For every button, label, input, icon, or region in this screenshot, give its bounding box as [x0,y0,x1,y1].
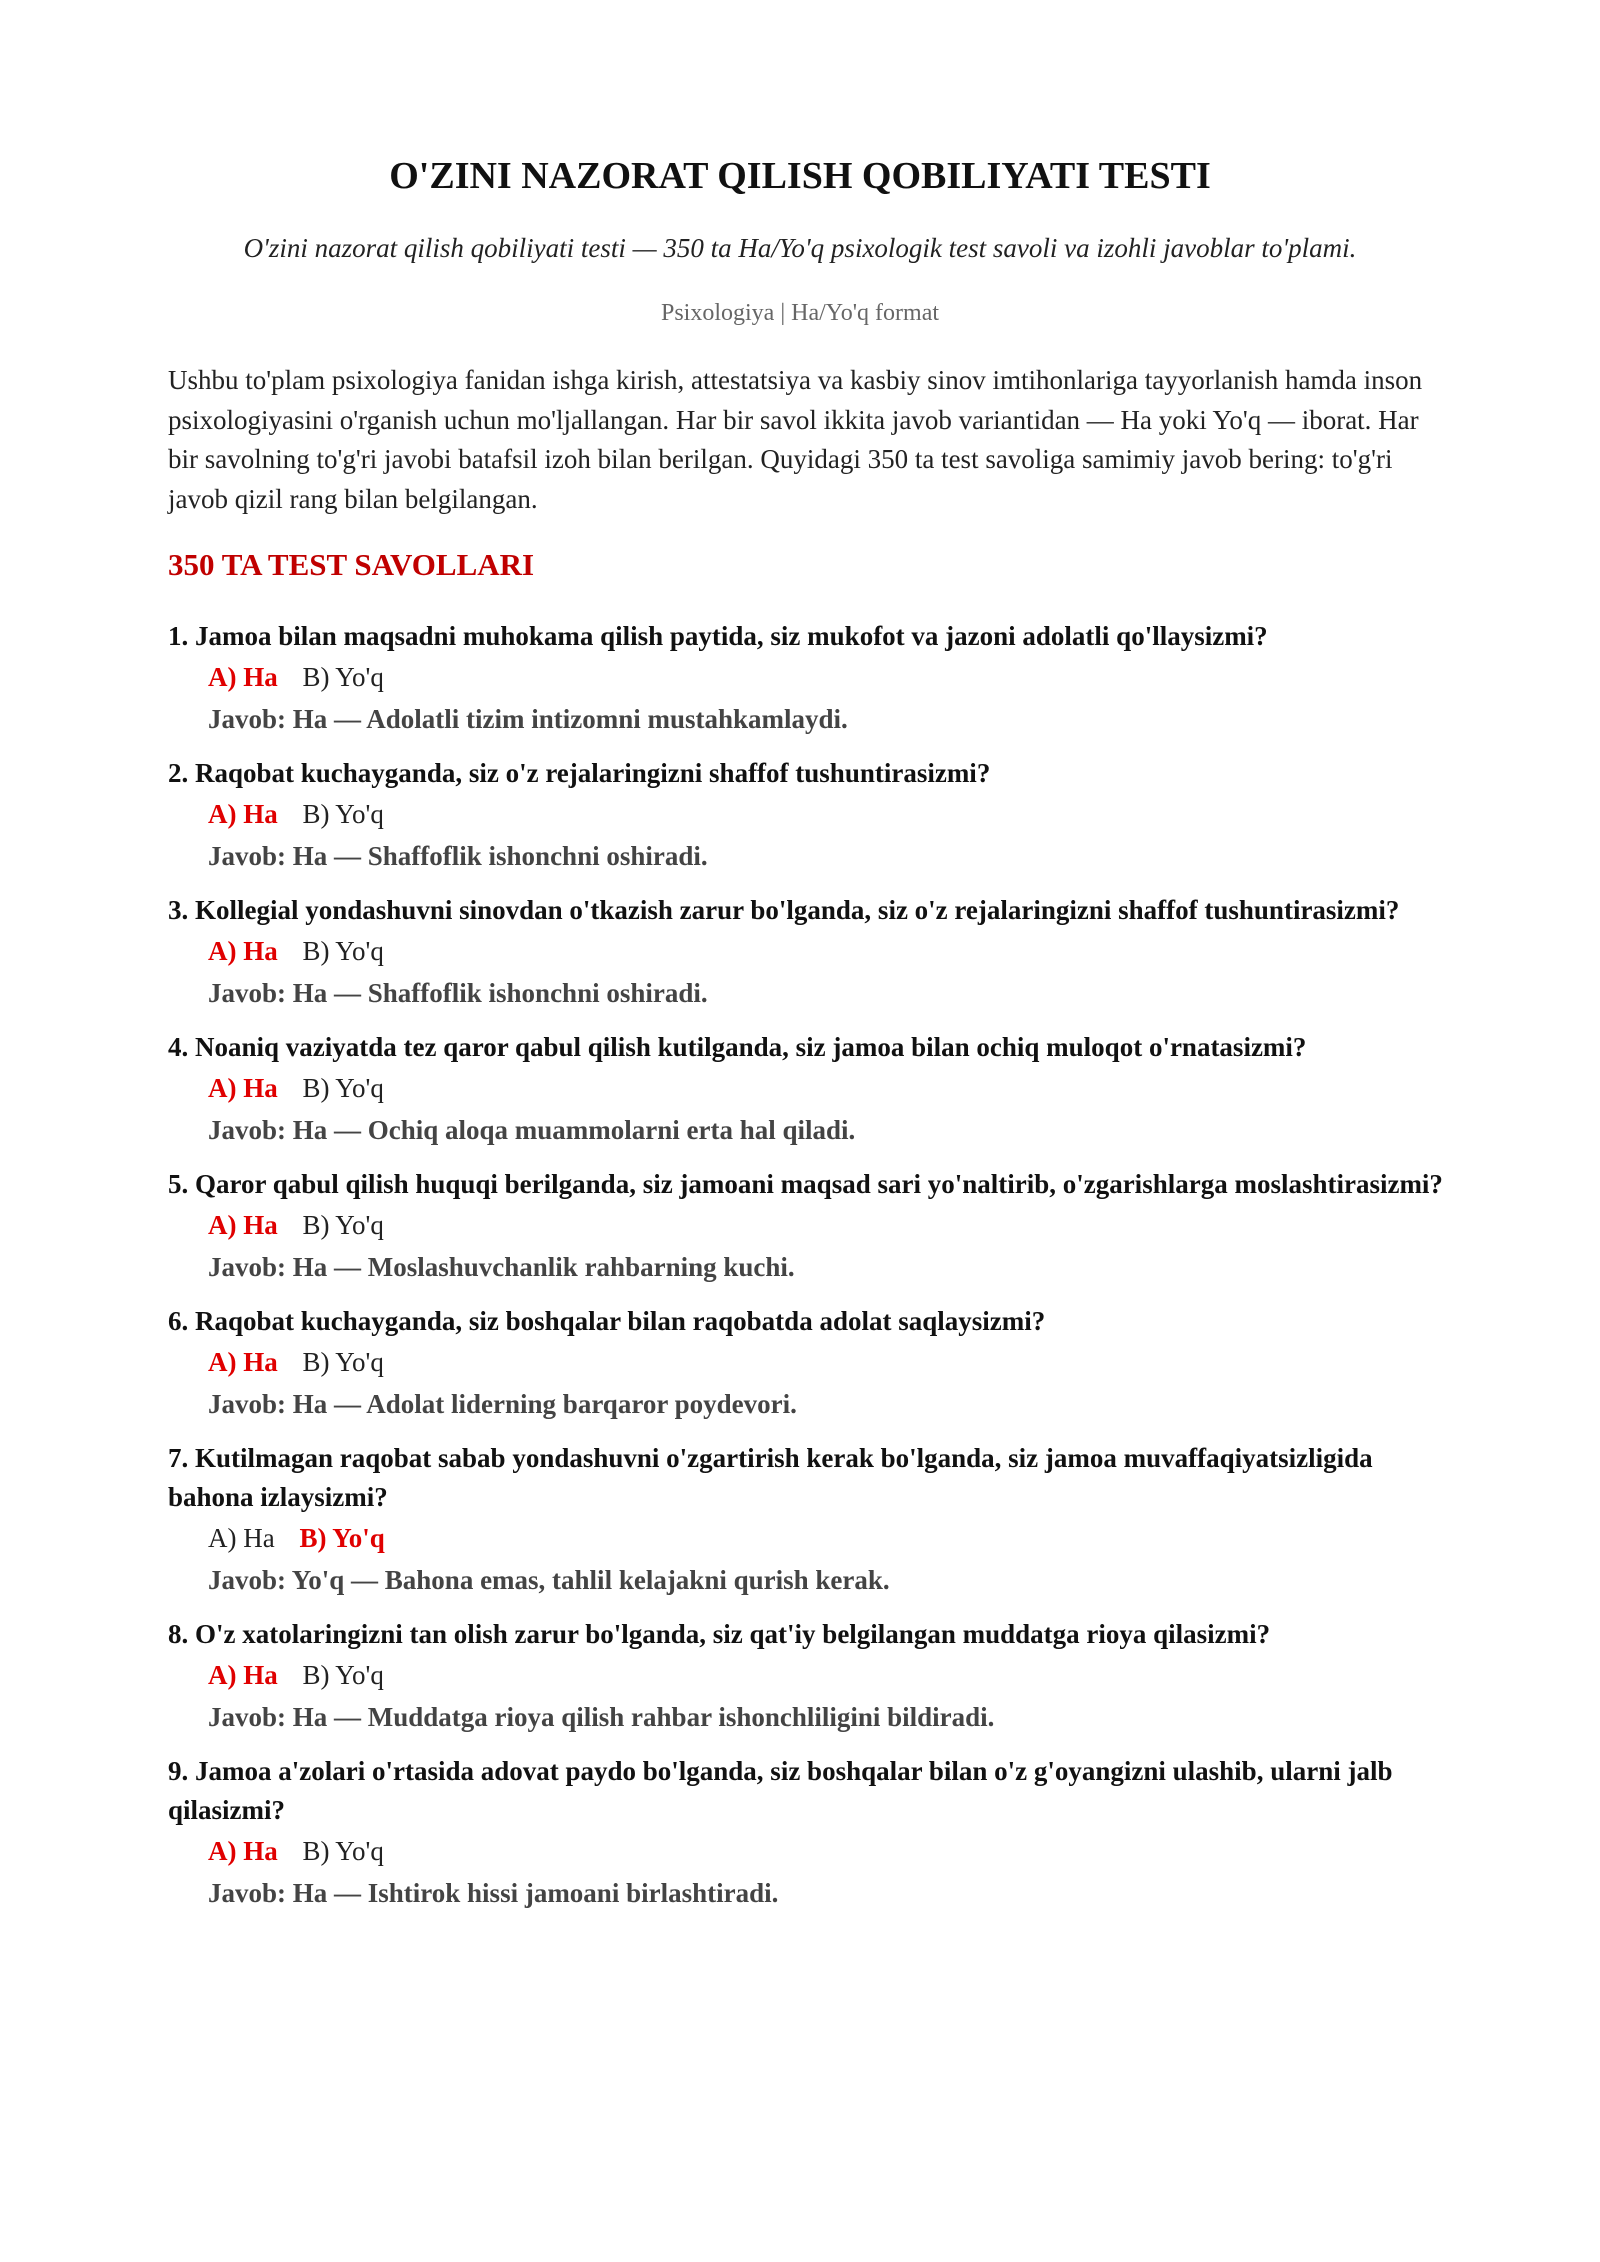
question-item [168,1615,1448,1738]
option-b: B) Yo'q [302,1073,384,1103]
category-meta: Psixologiya | Ha/Yo'q format [660,300,940,326]
answer-explanation: Javob: Ha — Muddatga rioya qilish rahbar ishonchliligini bildiradi. [208,1702,995,1732]
question-item [168,1165,1448,1288]
section-heading: 350 TA TEST SAVOLLARI [168,547,535,582]
options-row [168,793,1448,835]
option-a: A) Ha [208,936,278,966]
question-text: 5. Qaror qabul qilish huquqi berilganda, siz jamoani maqsad sari yo'naltirib, o'zgarishlarga moslashtirasizmi? [168,1169,1443,1199]
option-b: B) Yo'q [302,662,384,692]
answer-explanation: Javob: Ha — Moslashuvchanlik rahbarning kuchi. [208,1252,795,1282]
question-item [168,1439,1448,1601]
question-list [168,617,1448,1928]
options-row [168,930,1448,972]
page-title: O'ZINI NAZORAT QILISH QOBILIYATI TESTI [389,155,1211,197]
question-item [168,754,1448,877]
option-b: B) Yo'q [302,799,384,829]
intro-paragraph: Ushbu to'plam psixologiya fanidan ishga kirish, attestatsiya va kasbiy sinov imtihonlariga tayyorlanish hamda inson psixologiyasini o'rganish uchun mo'ljallangan. Har bir savol ikkita javob variantidan — Ha yoki Yo'q — iborat. Har bir savolning to'g'ri javobi batafsil izoh bilan berilgan. Quyidagi 350 ta test savoliga samimiy javob bering: to'g'ri javob qizil rang bilan belgilangan. [168,365,1423,514]
option-b: B) Yo'q [302,936,384,966]
options-row [168,1341,1448,1383]
question-text: 2. Raqobat kuchayganda, siz o'z rejalaringizni shaffof tushuntirasizmi? [168,758,991,788]
options-row [168,1654,1448,1696]
answer-explanation: Javob: Ha — Shaffoflik ishonchni oshiradi. [208,841,708,871]
options-row [168,1830,1448,1872]
option-a: A) Ha [208,662,278,692]
option-a: A) Ha [208,1836,278,1866]
options-row [168,1517,1448,1559]
question-text: 8. O'z xatolaringizni tan olish zarur bo'lganda, siz qat'iy belgilangan muddatga rioya qilasizmi? [168,1619,1271,1649]
answer-explanation: Javob: Ha — Adolatli tizim intizomni mustahkamlaydi. [208,704,848,734]
option-a: A) Ha [208,1347,278,1377]
option-b: B) Yo'q [299,1523,385,1553]
answer-explanation: Javob: Ha — Ochiq aloqa muammolarni erta hal qiladi. [208,1115,856,1145]
question-text: 7. Kutilmagan raqobat sabab yondashuvni o'zgartirish kerak bo'lganda, siz jamoa muvaffaqiyatsizligida bahona izlaysizmi? [168,1443,1373,1512]
answer-explanation: Javob: Ha — Shaffoflik ishonchni oshiradi. [208,978,708,1008]
answer-explanation: Javob: Yo'q — Bahona emas, tahlil kelajakni qurish kerak. [208,1565,890,1595]
question-text: 4. Noaniq vaziyatda tez qaror qabul qilish kutilganda, siz jamoa bilan ochiq muloqot o'rnatasizmi? [168,1032,1307,1062]
question-item [168,1028,1448,1151]
question-item [168,1302,1448,1425]
option-b: B) Yo'q [302,1660,384,1690]
question-item [168,617,1448,740]
option-a: A) Ha [208,1210,278,1240]
option-b: B) Yo'q [302,1836,384,1866]
option-a: A) Ha [208,1073,278,1103]
page-subtitle: O'zini nazorat qilish qobiliyati testi — 350 ta Ha/Yo'q psixologik test savoli va izohli javoblar to'plami. [243,233,1357,263]
options-row [168,656,1448,698]
question-item [168,1752,1448,1914]
options-row [168,1067,1448,1109]
option-b: B) Yo'q [302,1210,384,1240]
option-a: A) Ha [208,1660,278,1690]
answer-explanation: Javob: Ha — Adolat liderning barqaror poydevori. [208,1389,797,1419]
question-text: 1. Jamoa bilan maqsadni muhokama qilish paytida, siz mukofot va jazoni adolatli qo'llaysizmi? [168,621,1268,651]
answer-explanation: Javob: Ha — Ishtirok hissi jamoani birlashtiradi. [208,1878,779,1908]
question-item [168,891,1448,1014]
question-text: 9. Jamoa a'zolari o'rtasida adovat paydo bo'lganda, siz boshqalar bilan o'z g'oyangizni ulashib, ularni jalb qilasizmi? [168,1756,1393,1825]
option-b: B) Yo'q [302,1347,384,1377]
option-a: A) Ha [208,1523,275,1553]
question-text: 3. Kollegial yondashuvni sinovdan o'tkazish zarur bo'lganda, siz o'z rejalaringizni shaffof tushuntirasizmi? [168,895,1400,925]
question-text: 6. Raqobat kuchayganda, siz boshqalar bilan raqobatda adolat saqlaysizmi? [168,1306,1046,1336]
options-row [168,1204,1448,1246]
option-a: A) Ha [208,799,278,829]
